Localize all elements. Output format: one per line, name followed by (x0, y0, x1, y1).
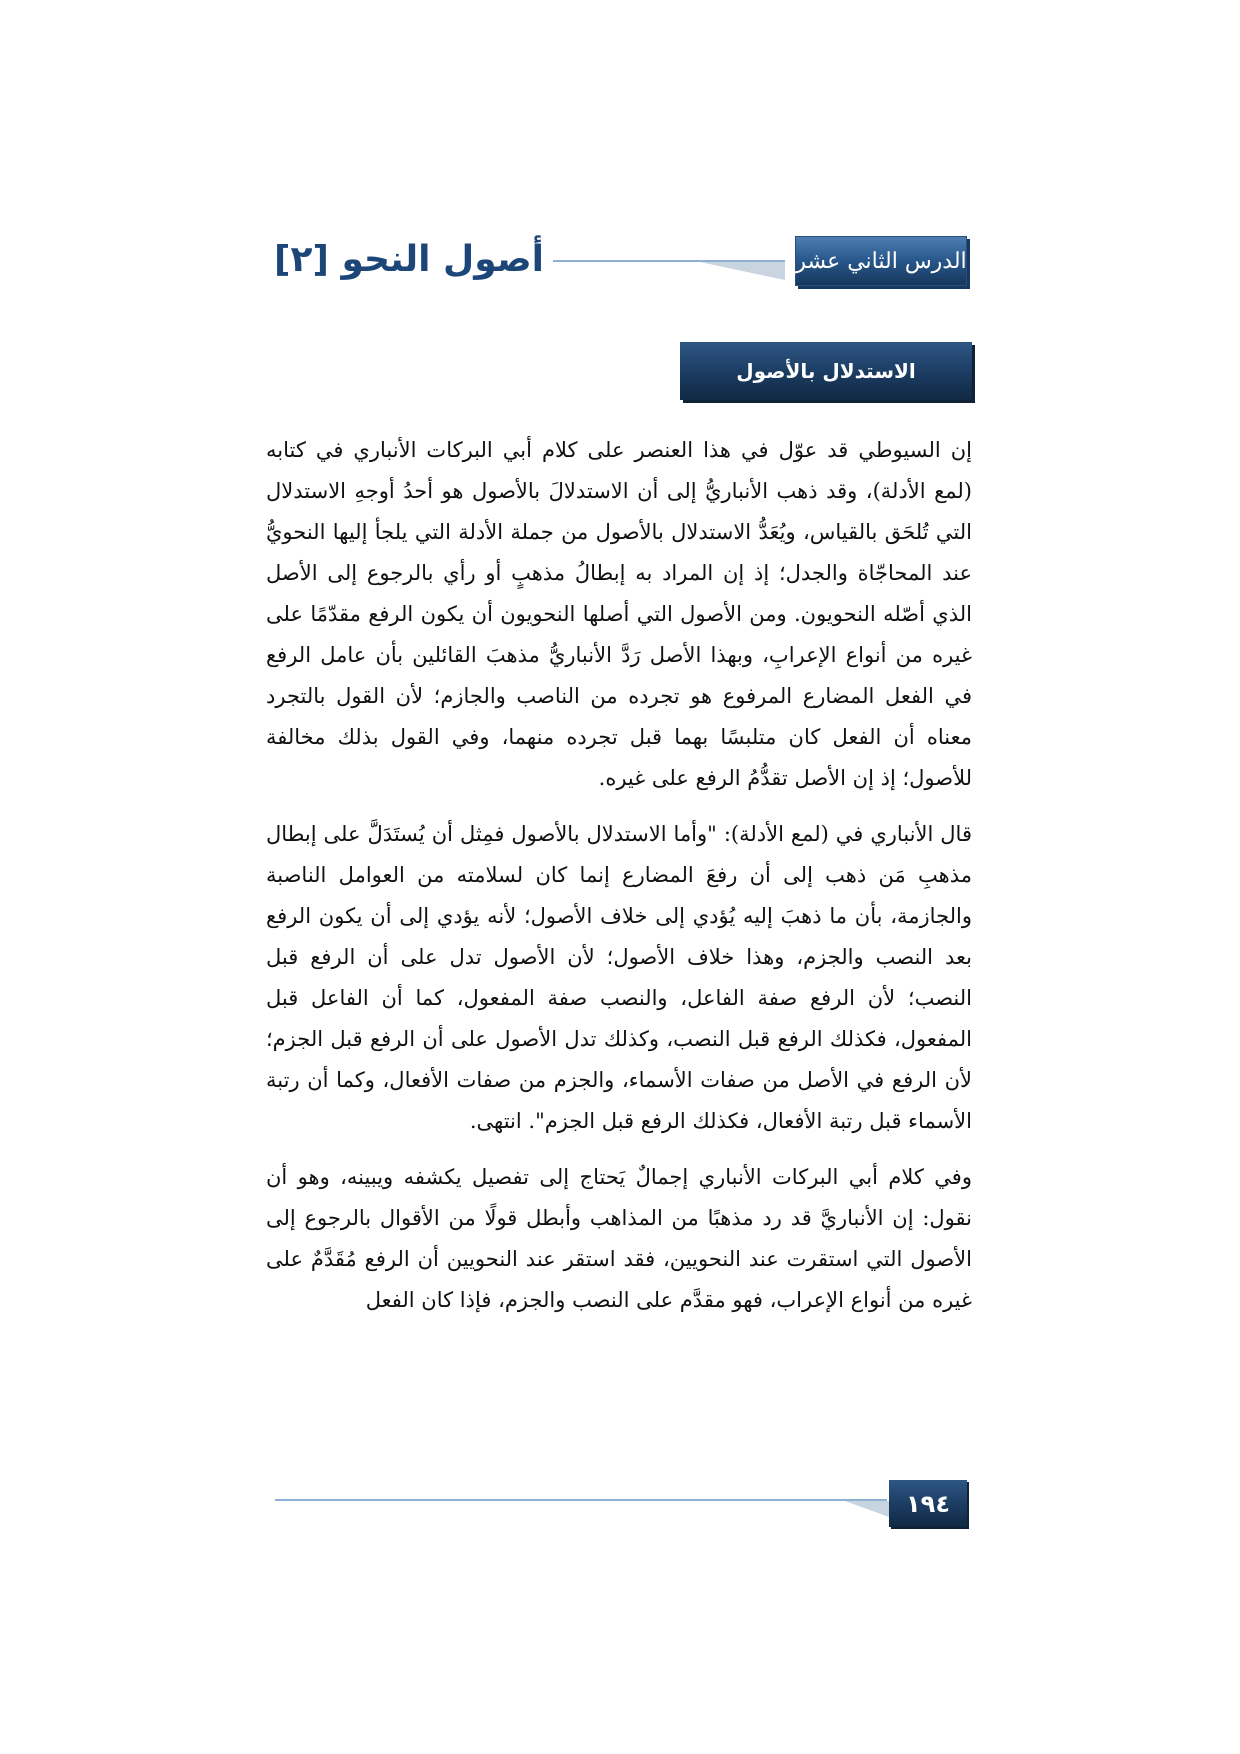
footer-divider-shade (845, 1501, 889, 1517)
footer-divider (275, 1499, 887, 1501)
lesson-title: أصول النحو [٢] (274, 239, 544, 280)
page-number-box (889, 1480, 967, 1527)
paragraph-1: إن السيوطي قد عوّل في هذا العنصر على كلام أبي البركات الأنباري في كتابه (لمع الأدلة)، وقد ذهب الأنباريُّ إلى أن الاستدلالَ بالأصول هو أحدُ أوجهِ الاستدلال التي تُلحَق بالقياس، ويُعَدُّ الاستدلال بالأصول من جملة الأدلة التي يلجأ إليها النحويُّ عند المحاجّاة والجدل؛ إذ إن المراد به إبطالُ مذهبٍ أو رأي بالرجوع إلى الأصل الذي أصّله النحويون. ومن الأصول التي أصلها النحويون أن يكون الرفع مقدّمًا على غيره من أنواع الإعرابِ، وبهذا الأصل رَدَّ الأنباريُّ مذهبَ القائلين بأن عامل الرفع في الفعل المضارع المرفوع هو تجرده من الناصب والجازم؛ لأن القول بالتجرد معناه أن الفعل كان متلبسًا بهما قبل تجرده منهما، وفي القول بذلك مخالفة للأصول؛ إذ إن الأصل تقدُّمُ الرفع على غيره. (266, 438, 972, 790)
section-heading: الاستدلال بالأصول (736, 359, 916, 383)
paragraph-3: وفي كلام أبي البركات الأنباري إجمالٌ يَحتاج إلى تفصيل يكشفه ويبينه، وهو أن نقول: إن الأنباريَّ قد رد مذهبًا من المذاهب وأبطل قولًا من الأقوال بالرجوع إلى الأصول التي استقرت عند النحويين، فقد استقر عند النحويين أن الرفع مُقَدَّمٌ على غيره من أنواع الإعراب، فهو مقدَّم على النصب والجزم، فإذا كان الفعل (266, 1165, 972, 1312)
section-heading-box (680, 342, 972, 400)
body-text (266, 430, 972, 1450)
paragraph-2: قال الأنباري في (لمع الأدلة): "وأما الاستدلال بالأصول فمِثل أن يُستَدَلَّ على إبطال مذهبِ مَن ذهب إلى أن رفعَ المضارع إنما كان لسلامته من العوامل الناصبة والجازمة، بأن ما ذهبَ إليه يُؤدي إلى خلاف الأصول؛ لأنه يؤدي إلى أن يكون الرفع بعد النصب والجزم، وهذا خلاف الأصول؛ لأن الأصول تدل على أن الرفع قبل النصب؛ لأن الرفع صفة الفاعل، والنصب صفة المفعول، كما أن الفاعل قبل المفعول، فكذلك الرفع قبل النصب، وكذلك تدل الأصول على أن الرفع قبل الجزم؛ لأن الرفع في الأصل من صفات الأسماء، والجزم من صفات الأفعال، وكما أن رتبة الأسماء قبل رتبة الأفعال، فكذلك الرفع قبل الجزم". انتهى. (266, 822, 972, 1133)
lesson-label-box (795, 236, 967, 286)
lesson-label: الدرس الثاني عشر (795, 248, 967, 274)
header-divider-shade (700, 262, 785, 280)
page-number: ١٩٤ (906, 1489, 950, 1518)
